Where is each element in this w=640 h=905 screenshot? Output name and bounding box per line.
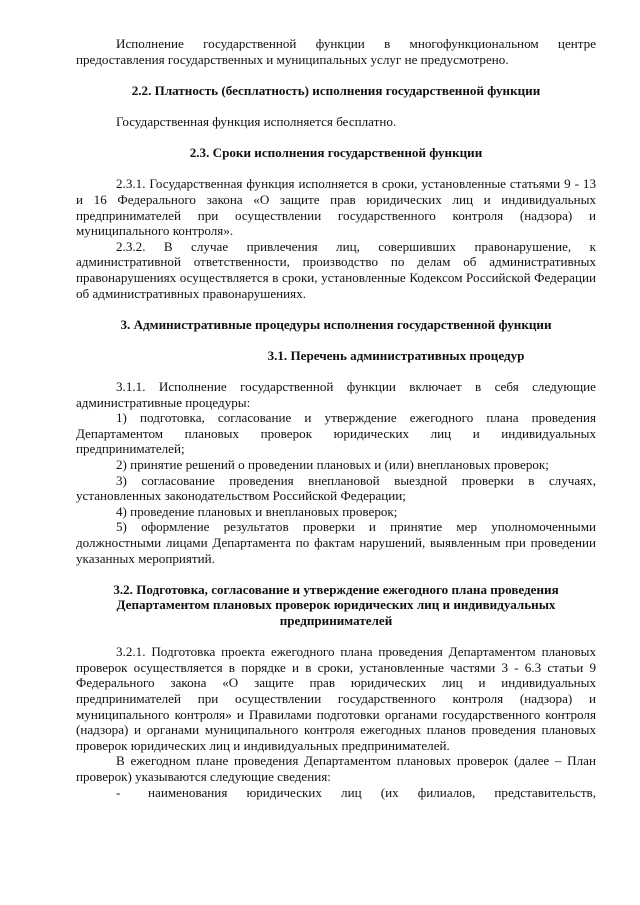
dash-list-item	[76, 785, 596, 801]
heading-2-3: 2.3. Сроки исполнения государственной функции	[189, 145, 483, 161]
list-item: 1) подготовка, согласование и утверждение ежегодного плана проведения Департаментом плановых проверок юридических лиц и индивидуальных предпринимателей;	[76, 410, 596, 457]
paragraph-free: Государственная функция исполняется бесплатно.	[116, 113, 397, 129]
paragraph-3-1-1: 3.1.1. Исполнение государственной функции включает в себя следующие административные процедуры:	[76, 379, 596, 410]
paragraph-plan-info: В ежегодном плане проведения Департаментом плановых проверок (далее – План проверок) указываются следующие сведения:	[76, 753, 596, 784]
list-item: 3) согласование проведения внеплановой выездной проверки в случаях, установленных законодательством Российской Федерации;	[76, 472, 596, 504]
paragraph-mfc: Исполнение государственной функции в многофункциональном центре предоставления государственных и муниципальных услуг не предусмотрено.	[76, 36, 596, 67]
heading-3: 3. Административные процедуры исполнения государственной функции	[120, 316, 552, 332]
list-item: 4) проведение плановых и внеплановых проверок;	[116, 503, 398, 519]
paragraph-2-3-1: 2.3.1. Государственная функция исполняется в сроки, установленные статьями 9 - 13 и 16 Федерального закона «О защите прав юридических лиц и индивидуальных предпринимателей при осуществлении государственного контроля (надзора) и муниципального контроля».	[76, 176, 596, 239]
dash-list-text: наименования юридических лиц (их филиалов, представительств,	[148, 784, 596, 800]
heading-2-2: 2.2. Платность (бесплатность) исполнения государственной функции	[131, 82, 541, 98]
heading-3-1: 3.1. Перечень административных процедур	[267, 347, 525, 363]
dash-marker: -	[116, 784, 121, 800]
heading-3-2: 3.2. Подготовка, согласование и утверждение ежегодного плана проведения Департаментом плановых проверок юридических лиц и индивидуальных предпринимателей	[113, 581, 559, 628]
paragraph-2-3-2: 2.3.2. В случае привлечения лиц, совершивших правонарушение, к административной ответственности, производство по делам об административных правонарушениях осуществляется в сроки, установленные Кодексом Российской Федерации об административных правонарушениях.	[76, 238, 596, 301]
list-item: 2) принятие решений о проведении плановых и (или) внеплановых проверок;	[116, 457, 549, 473]
paragraph-3-2-1: 3.2.1. Подготовка проекта ежегодного плана проведения Департаментом плановых проверок осуществляется в порядке и в сроки, установленные частями 3 - 6.3 статьи 9 Федерального закона «О защите прав юридических лиц и индивидуальных предпринимателей при осуществлении государственного контроля (надзора) и муниципального контроля» и Правилами подготовки органами государственного контроля (надзора) и органами муниципального контроля ежегодных планов проведения плановых проверок юридических лиц и индивидуальных предпринимателей.	[76, 644, 596, 753]
list-item: 5) оформление результатов проверки и принятие мер уполномоченными должностными лицами Департамента по фактам нарушений, выявленным при проведении указанных мероприятий.	[76, 519, 596, 566]
